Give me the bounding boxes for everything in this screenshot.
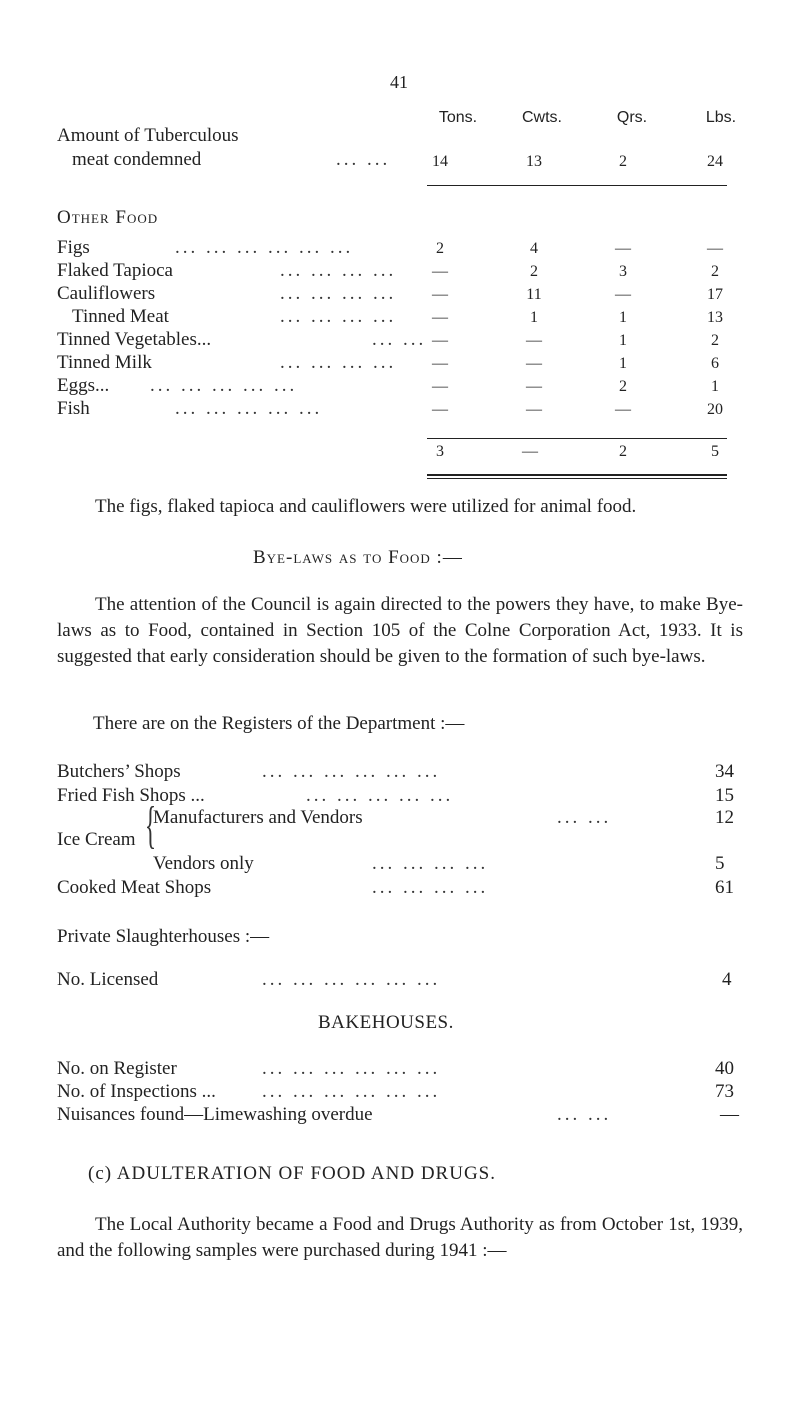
food-row-value: — <box>432 355 448 372</box>
food-row-label: Cauliflowers <box>57 283 156 304</box>
ice-cream-label: Ice Cream <box>57 829 136 850</box>
tuberculous-qrs: 2 <box>619 153 627 170</box>
slaughterhouses-licensed-value: 4 <box>722 969 732 990</box>
register-cooked-meat-value: 61 <box>715 877 734 898</box>
register-cooked-meat-label: Cooked Meat Shops <box>57 877 212 898</box>
col-header-qrs: Qrs. <box>616 109 648 126</box>
total-qrs: 2 <box>619 443 627 460</box>
food-row-value: — <box>615 401 631 418</box>
food-row-value: — <box>432 401 448 418</box>
leader-dots: ... ... ... ... <box>372 853 489 874</box>
leader-dots: ... ... ... ... ... ... <box>175 237 354 258</box>
leader-dots: ... ... ... ... ... ... <box>262 761 441 782</box>
food-row-value: — <box>526 378 542 395</box>
page-number: 41 <box>390 72 408 92</box>
food-row-label: Tinned Meat <box>72 306 169 327</box>
food-row-value: 1 <box>619 355 627 372</box>
leader-dots: ... ... ... ... ... <box>150 375 298 396</box>
bakehouses-register-label: No. on Register <box>57 1058 177 1079</box>
food-row-value: — <box>615 240 631 257</box>
food-row-value: 4 <box>530 240 538 257</box>
slaughterhouses-heading: Private Slaughterhouses :— <box>57 926 270 947</box>
food-row-value: — <box>432 332 448 349</box>
register-ice-cream-manufacturers-value: 12 <box>715 807 734 828</box>
food-row-value: — <box>432 309 448 326</box>
food-row-value: 1 <box>619 332 627 349</box>
rule-below-tuberculous <box>427 185 727 186</box>
col-header-lbs: Lbs. <box>705 109 737 126</box>
food-row-value: 2 <box>711 332 719 349</box>
bakehouses-inspections-value: 73 <box>715 1081 734 1102</box>
register-ice-cream-vendors-value: 5 <box>715 853 725 874</box>
food-row-value: — <box>432 286 448 303</box>
food-row-value: 6 <box>711 355 719 372</box>
total-lbs: 5 <box>711 443 719 460</box>
food-row-value: — <box>526 332 542 349</box>
tuberculous-tons: 14 <box>432 153 448 170</box>
double-rule-total-2 <box>427 478 727 479</box>
leader-dots: ... ... <box>372 329 427 350</box>
food-row-value: — <box>432 378 448 395</box>
slaughterhouses-licensed-label: No. Licensed <box>57 969 159 990</box>
total-cwts: — <box>522 443 538 460</box>
leader-dots: ... ... ... ... ... ... <box>262 1058 441 1079</box>
byelaws-heading: Bye-laws as to Food :— <box>253 547 463 568</box>
col-header-tons: Tons. <box>438 109 478 126</box>
total-tons: 3 <box>436 443 444 460</box>
animal-food-note: The figs, flaked tapioca and cauliflowers were utilized for animal food. <box>95 496 637 517</box>
food-row-value: 2 <box>711 263 719 280</box>
tuberculous-cwts: 13 <box>526 153 542 170</box>
food-row-value: 2 <box>436 240 444 257</box>
register-butchers-value: 34 <box>715 761 734 782</box>
leader-dots: ... ... ... ... ... ... <box>262 1081 441 1102</box>
bakehouses-inspections-label: No. of Inspections ... <box>57 1081 216 1102</box>
bakehouses-register-value: 40 <box>715 1058 734 1079</box>
other-food-heading: Other Food <box>57 207 159 228</box>
leader-dots: ... ... ... ... <box>280 352 397 373</box>
register-ice-cream-vendors-label: Vendors only <box>153 853 254 874</box>
ice-cream-brace: { <box>144 797 157 854</box>
leader-dots: ... ... ... ... <box>280 260 397 281</box>
leader-dots: ... ... ... ... <box>280 283 397 304</box>
leader-dots: ... ... ... ... ... <box>175 398 323 419</box>
bakehouses-nuisances-label: Nuisances found—Limewashing overdue <box>57 1104 373 1125</box>
food-row-value: 3 <box>619 263 627 280</box>
leader-dots: ... ... ... ... ... ... <box>262 969 441 990</box>
bakehouses-heading: BAKEHOUSES. <box>318 1012 454 1033</box>
leader-dots: ... ... <box>336 149 391 170</box>
food-row-value: 2 <box>530 263 538 280</box>
leader-dots: ... ... <box>557 807 612 828</box>
food-row-label: Fish <box>57 398 90 419</box>
leader-dots: ... ... ... ... <box>372 877 489 898</box>
adulteration-heading: (c) ADULTERATION OF FOOD AND DRUGS. <box>88 1163 496 1184</box>
register-fried-fish-value: 15 <box>715 785 734 806</box>
food-row-value: 13 <box>707 309 723 326</box>
register-ice-cream-manufacturers-label: Manufacturers and Vendors <box>153 807 363 828</box>
register-fried-fish-label: Fried Fish Shops ... <box>57 785 205 806</box>
food-row-value: — <box>432 263 448 280</box>
food-row-label: Eggs... <box>57 375 110 396</box>
tuberculous-label-line2: meat condemned <box>72 149 202 170</box>
leader-dots: ... ... ... ... <box>280 306 397 327</box>
double-rule-total-1 <box>427 474 727 476</box>
food-row-value: 17 <box>707 286 723 303</box>
leader-dots: ... ... <box>557 1104 612 1125</box>
food-row-label: Flaked Tapioca <box>57 260 173 281</box>
food-row-value: 20 <box>707 401 723 418</box>
rule-above-total <box>427 438 727 439</box>
food-row-label: Tinned Vegetables... <box>57 329 212 350</box>
bakehouses-nuisances-value: — <box>720 1104 739 1125</box>
food-row-value: — <box>615 286 631 303</box>
food-row-value: — <box>707 240 723 257</box>
adulteration-paragraph: The Local Authority became a Food and Drugs Authority as from October 1st, 1939, and the following samples were purchased during 1941 :— <box>57 1214 743 1261</box>
tuberculous-label-line1: Amount of Tuberculous <box>57 125 239 146</box>
register-butchers-label: Butchers’ Shops <box>57 761 181 782</box>
food-row-value: 1 <box>619 309 627 326</box>
registers-intro: There are on the Registers of the Department :— <box>93 713 465 734</box>
food-row-value: 1 <box>530 309 538 326</box>
food-row-value: 2 <box>619 378 627 395</box>
food-row-value: — <box>526 401 542 418</box>
leader-dots: ... ... ... ... ... <box>306 785 454 806</box>
food-row-value: 11 <box>526 286 542 303</box>
food-row-value: 1 <box>711 378 719 395</box>
food-row-label: Tinned Milk <box>57 352 152 373</box>
byelaws-paragraph: The attention of the Council is again directed to the powers they have, to make Bye-laws as to Food, contained in Section 105 of the Colne Corporation Act, 1933. It is suggested that early consideration should be given to the formation of such bye-laws. <box>57 594 743 667</box>
col-header-cwts: Cwts. <box>522 109 562 126</box>
food-row-value: — <box>526 355 542 372</box>
food-row-label: Figs <box>57 237 90 258</box>
tuberculous-lbs: 24 <box>707 153 723 170</box>
